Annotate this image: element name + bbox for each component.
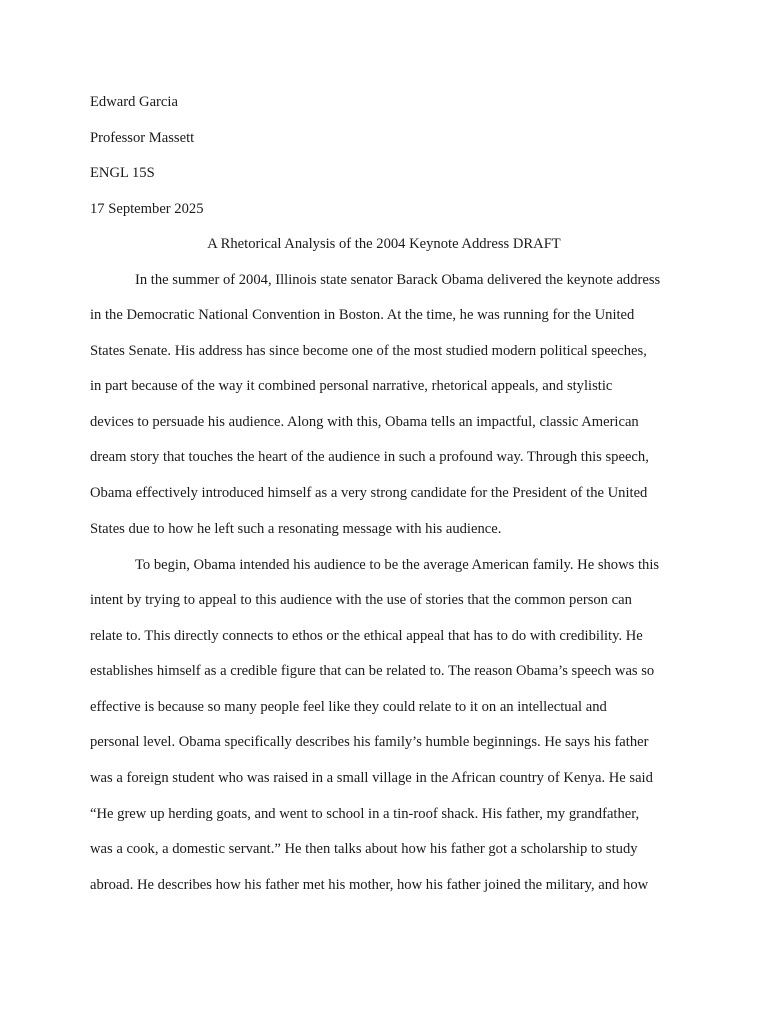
paragraph-1-line-1: In the summer of 2004, Illinois state senator Barack Obama delivered the keynote address [135,272,661,288]
paragraph-1-line-2: in the Democratic National Convention in Boston. At the time, he was running for the United [90,307,635,323]
paragraph-2-line-8: “He grew up herding goats, and went to school in a tin-roof shack. His father, my grandfather, [90,806,640,822]
paragraph-2-line-3: relate to. This directly connects to ethos or the ethical appeal that has to do with credibility. He [90,628,643,644]
paragraph-1-line-4: in part because of the way it combined personal narrative, rhetorical appeals, and stylistic [90,378,613,394]
instructor-name: Professor Massett [90,130,195,146]
date-line: 17 September 2025 [90,201,204,217]
course-name: ENGL 15S [90,165,155,181]
paragraph-2-line-9: was a cook, a domestic servant.” He then talks about how his father got a scholarship to study [90,841,638,857]
paragraph-1-line-3: States Senate. His address has since become one of the most studied modern political speeches, [90,343,647,359]
essay-title: A Rhetorical Analysis of the 2004 Keynote Address DRAFT [207,236,561,252]
paragraph-1-line-7: Obama effectively introduced himself as a very strong candidate for the President of the United [90,485,648,501]
paragraph-2-line-1: To begin, Obama intended his audience to be the average American family. He shows this [135,557,660,573]
paragraph-2-line-2: intent by trying to appeal to this audience with the use of stories that the common person can [90,592,632,608]
paragraph-2-line-6: personal level. Obama specifically describes his family’s humble beginnings. He says his father [90,734,649,750]
paragraph-1-line-5: devices to persuade his audience. Along with this, Obama tells an impactful, classic American [90,414,639,430]
paragraph-2-line-7: was a foreign student who was raised in a small village in the African country of Kenya. He said [90,770,653,786]
author-name: Edward Garcia [90,94,178,110]
paragraph-2-line-10: abroad. He describes how his father met his mother, how his father joined the military, and how [90,877,649,893]
paragraph-1-line-6: dream story that touches the heart of the audience in such a profound way. Through this speech, [90,449,649,465]
paragraph-2-line-4: establishes himself as a credible figure that can be related to. The reason Obama’s speech was so [90,663,655,679]
paragraph-1-line-8: States due to how he left such a resonating message with his audience. [90,521,502,537]
paragraph-2-line-5: effective is because so many people feel like they could relate to it on an intellectual and [90,699,607,715]
